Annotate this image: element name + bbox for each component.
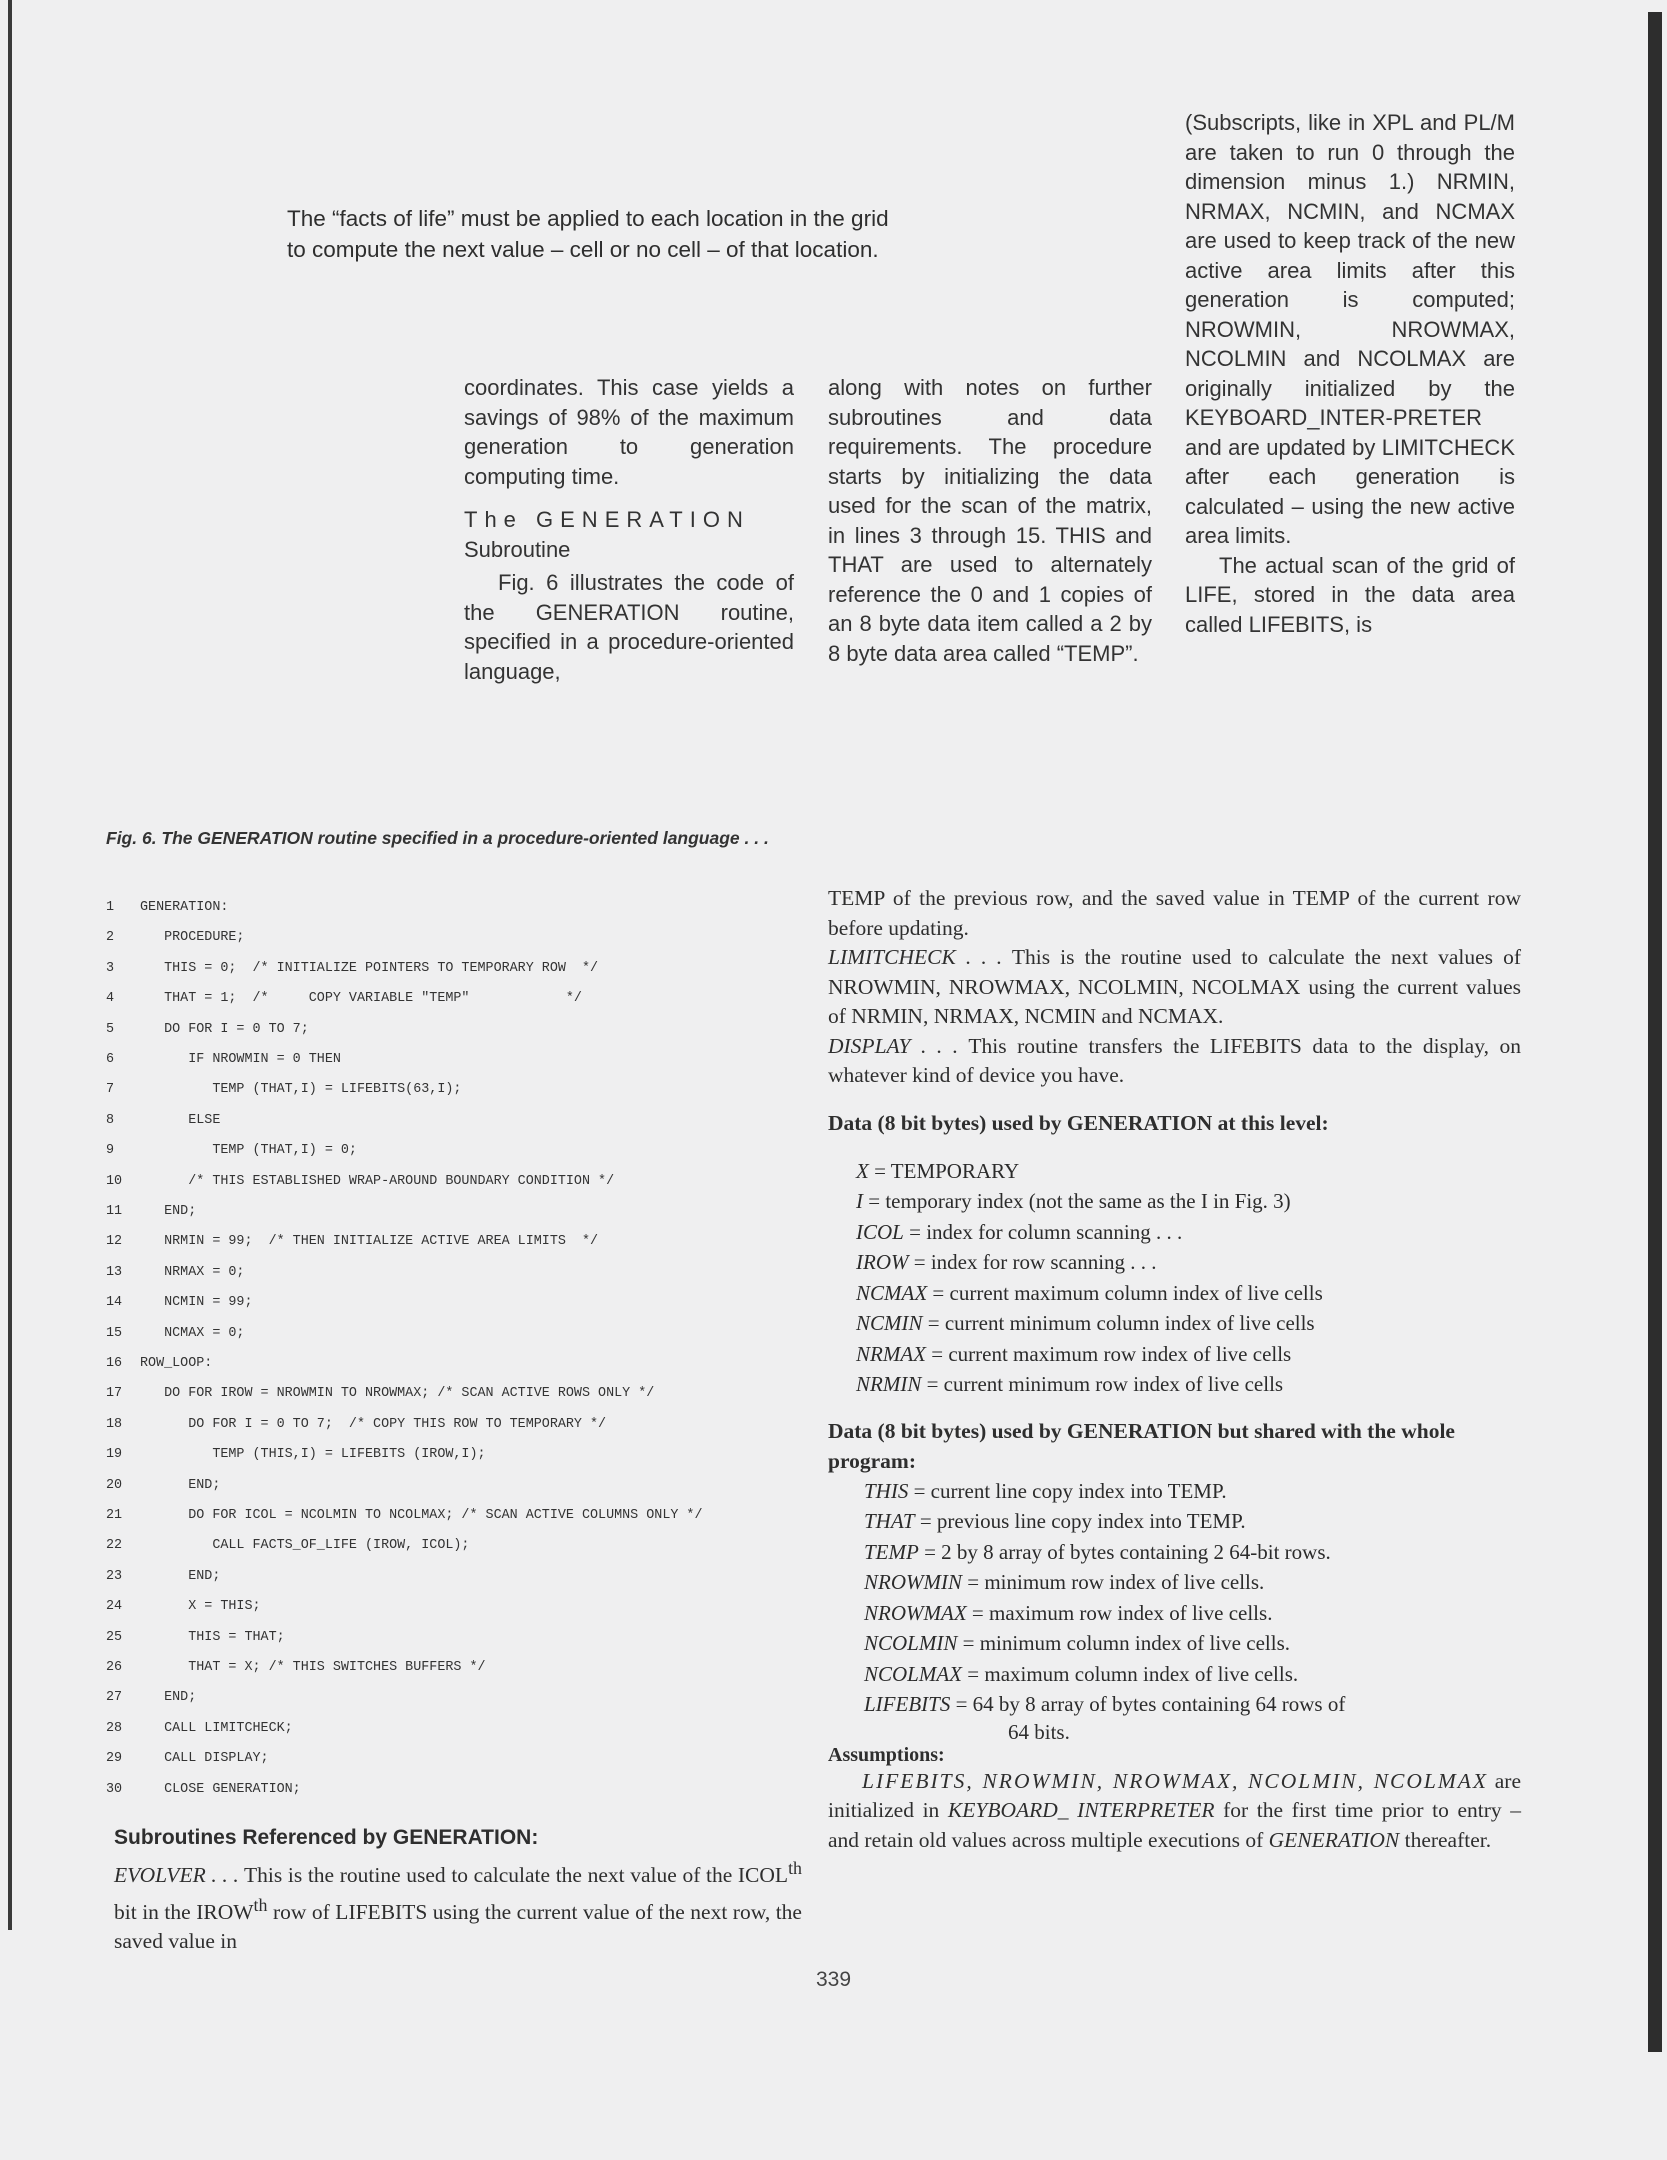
assumptions-keyboard: KEYBOARD_ INTERPRETER [947, 1798, 1215, 1822]
code-line-number: 20 [106, 1477, 123, 1493]
data-local-var-name: I [856, 1189, 863, 1213]
data-local-item [856, 1369, 1521, 1400]
code-line-number: 6 [106, 1052, 115, 1067]
text-column-3 [1185, 108, 1515, 639]
code-line-number: 5 [106, 1021, 115, 1037]
code-line-text: DO FOR I = 0 TO 7; [140, 1021, 309, 1037]
subroutines-heading: Subroutines Referenced by GENERATION: [114, 1826, 539, 1849]
column1-paragraph-2: Fig. 6 illustrates the code of the GENERATION routine, specified in a procedure-oriented language, [464, 570, 794, 684]
code-line-text: THIS = THAT; [140, 1629, 285, 1645]
data-local-item [856, 1308, 1521, 1339]
data-local-var-desc: = current minimum row index of live cells [921, 1372, 1284, 1396]
code-line-text: THAT = X; /* THIS SWITCHES BUFFERS */ [140, 1660, 486, 1675]
code-line-text: THIS = 0; /* INITIALIZE POINTERS TO TEMPORARY ROW */ [140, 960, 599, 976]
data-local-var-name: NRMAX [856, 1341, 926, 1366]
data-shared-var-desc: = maximum row index of live cells. [966, 1600, 1273, 1625]
data-shared-list [864, 1476, 1521, 1720]
code-line-text: X = THIS; [140, 1599, 261, 1615]
assumptions-text-b: for the first time prior to entry – and retain old values across multiple executions of [828, 1798, 1522, 1852]
text-column-2 [828, 373, 1152, 668]
subroutines-section [114, 1826, 802, 1957]
data-shared-var-name: NCOLMAX [864, 1661, 963, 1686]
data-local-var-name: NCMAX [856, 1280, 928, 1305]
assumptions-vars: LIFEBITS, NROWMIN, NROWMAX, NCOLMIN, NCOLMAX [862, 1768, 1489, 1793]
code-line-number: 9 [106, 1143, 115, 1159]
display-text: This routine transfers the LIFEBITS data to the display, on whatever kind of device you have. [828, 1033, 1521, 1087]
code-line-number: 8 [106, 1112, 115, 1128]
code-line-text: CLOSE GENERATION; [140, 1781, 301, 1797]
figure-caption [106, 826, 806, 851]
code-line-text: CALL LIMITCHECK; [140, 1720, 293, 1736]
data-local-var-name: NRMIN [856, 1372, 922, 1396]
data-local-var-desc: = temporary index (not the same as the I in Fig. 3) [863, 1189, 1291, 1213]
code-line-text: TEMP (THAT,I) = LIFEBITS(63,I); [140, 1082, 462, 1098]
limitcheck-description [828, 943, 1521, 1032]
code-line-text: DO FOR IROW = NROWMIN TO NROWMAX; /* SCAN ACTIVE ROWS ONLY */ [140, 1386, 655, 1402]
code-line-number: 17 [106, 1386, 123, 1402]
right-column [828, 884, 1521, 1855]
code-line-text: GENERATION: [140, 900, 229, 915]
evolver-text-b: bit in the IROW [114, 1899, 254, 1924]
page-left-edge [8, 0, 12, 1930]
column3-paragraph-2: The actual scan of the grid of LIFE, stored in the data area called LIFEBITS, is [1185, 552, 1515, 637]
code-line-number: 23 [106, 1568, 123, 1584]
data-shared-item [864, 1476, 1521, 1507]
data-shared-var-name: NROWMAX [864, 1600, 967, 1625]
code-line-text: END; [140, 1690, 197, 1706]
code-line-number: 29 [106, 1751, 123, 1767]
code-line-number: 2 [106, 930, 115, 946]
data-shared-var-name: LIFEBITS [864, 1692, 951, 1716]
data-local-var-name: X [856, 1158, 869, 1183]
code-line-text: ELSE [140, 1112, 221, 1128]
page-number: 339 [815, 1968, 852, 1991]
data-local-list [856, 1156, 1521, 1400]
figure-caption-text: Fig. 6. The GENERATION routine specified in a procedure-oriented language . . . [106, 828, 769, 848]
code-line-text: ROW_LOOP: [140, 1356, 213, 1371]
data-shared-var-desc: = minimum row index of live cells. [962, 1570, 1265, 1594]
data-local-var-desc: = current maximum column index of live cells [927, 1280, 1323, 1305]
code-line-number: 22 [106, 1538, 123, 1554]
data-shared-var-name: THIS [864, 1478, 909, 1503]
limitcheck-text: This is the routine used to calculate the next values of NROWMIN, NROWMAX, NCOLMIN, NCOLMAX using the current values of NRMIN, NRMAX, NCMIN and NCMAX. [828, 945, 1521, 1028]
data-local-heading: Data (8 bit bytes) used by GENERATION at this level: [828, 1110, 1329, 1135]
data-local-item [856, 1217, 1521, 1248]
code-line-text: TEMP (THAT,I) = 0; [140, 1143, 357, 1159]
data-local-var-desc: = TEMPORARY [868, 1158, 1020, 1183]
text-column-1 [464, 373, 794, 686]
code-line-number: 27 [106, 1690, 123, 1706]
data-local-var-name: ICOL [856, 1219, 904, 1244]
display-name: DISPLAY . . . [828, 1033, 959, 1058]
data-shared-var-desc: = maximum column index of live cells. [962, 1661, 1299, 1686]
code-line-text: /* THIS ESTABLISHED WRAP-AROUND BOUNDARY CONDITION */ [140, 1173, 615, 1189]
data-shared-var-desc: = previous line copy index into TEMP. [914, 1509, 1246, 1533]
data-local-var-name: NCMIN [856, 1311, 923, 1335]
pull-quote-line-1: The “facts of life” must be applied to each location in the grid [287, 206, 889, 231]
evolver-name: EVOLVER . . . [114, 1863, 239, 1888]
code-line-number: 25 [106, 1629, 123, 1645]
data-shared-var-name: NCOLMIN [864, 1631, 958, 1655]
data-shared-var-desc: = current line copy index into TEMP. [908, 1478, 1227, 1503]
code-line-number: 26 [106, 1660, 123, 1675]
section-heading-line-1: The GENERATION [464, 507, 750, 532]
assumptions-text-a: are initialized in [828, 1768, 1522, 1822]
code-line-text: PROCEDURE; [140, 930, 245, 946]
code-line-text: END; [140, 1568, 221, 1584]
data-local-var-desc: = index for column scanning . . . [903, 1219, 1183, 1244]
code-line-number: 18 [106, 1416, 123, 1432]
data-shared-last-continuation: 64 bits. [1008, 1719, 1070, 1744]
display-description [828, 1032, 1521, 1091]
data-local-var-desc: = index for row scanning . . . [908, 1250, 1157, 1274]
data-local-item [856, 1247, 1521, 1278]
column3-paragraph-1: (Subscripts, like in XPL and PL/M are taken to run 0 through the dimension minus 1.) NRMIN, NRMAX, NCMIN, and NCMAX are used to keep track of the new active area limits after this generation is computed; NROWMIN, NROWMAX, NCOLMIN and NCOLMAX are originally initialized by the KEYBOARD_INTER-PRETER and are updated by LIMITCHECK after each generation is calculated – using the new active area limits. [1185, 110, 1515, 548]
limitcheck-name: LIMITCHECK . . . [828, 945, 1003, 969]
code-line-number: 24 [106, 1599, 123, 1615]
assumptions-generation: GENERATION [1268, 1827, 1400, 1852]
code-line-number: 13 [106, 1264, 123, 1280]
code-line-number: 15 [106, 1325, 123, 1341]
evolver-text-c: row of LIFEBITS using the current value of the next row, the saved value in [114, 1899, 802, 1954]
pull-quote-line-2: to compute the next value – cell or no cell – of that location. [287, 237, 879, 262]
code-line-text: NCMIN = 99; [140, 1295, 253, 1311]
code-line-text: DO FOR I = 0 TO 7; /* COPY THIS ROW TO TEMPORARY */ [140, 1416, 607, 1432]
code-line-text: CALL FACTS_OF_LIFE (IROW, ICOL); [140, 1538, 470, 1554]
evolver-continued: TEMP of the previous row, and the saved value in TEMP of the current row before updating. [828, 886, 1521, 940]
data-shared-var-desc: = minimum column index of live cells. [957, 1631, 1290, 1655]
data-local-item [856, 1156, 1521, 1187]
data-shared-var-desc: = 2 by 8 array of bytes containing 2 64-bit rows. [918, 1539, 1331, 1564]
code-line-number: 28 [106, 1720, 123, 1736]
code-line-number: 16 [106, 1356, 123, 1371]
data-local-var-name: IROW [856, 1250, 909, 1274]
pull-quote [287, 203, 1007, 265]
data-shared-heading: Data (8 bit bytes) used by GENERATION but shared with the whole program: [828, 1418, 1455, 1473]
code-line-number: 14 [106, 1295, 123, 1311]
data-local-item [856, 1186, 1521, 1217]
code-line-number: 10 [106, 1173, 123, 1189]
evolver-sup-2: th [253, 1894, 268, 1915]
code-line-text: NRMIN = 99; /* THEN INITIALIZE ACTIVE AREA LIMITS */ [140, 1234, 599, 1250]
page-right-edge [1648, 12, 1662, 2052]
code-line-text: NRMAX = 0; [140, 1264, 245, 1280]
data-shared-item [864, 1689, 1521, 1720]
code-line-number: 21 [106, 1508, 123, 1523]
code-line-number: 1 [106, 900, 115, 915]
data-shared-var-name: THAT [864, 1509, 915, 1533]
code-line-text: THAT = 1; /* COPY VARIABLE "TEMP" */ [140, 991, 582, 1007]
evolver-description [114, 1854, 802, 1957]
assumptions-text [828, 1767, 1521, 1856]
code-line-number: 4 [106, 991, 115, 1007]
data-local-item [856, 1278, 1521, 1309]
code-line-text: TEMP (THIS,I) = LIFEBITS (IROW,I); [140, 1447, 486, 1463]
code-line-text: END; [140, 1204, 197, 1219]
data-local-item [856, 1339, 1521, 1370]
code-line-number: 11 [106, 1204, 123, 1219]
data-shared-item [864, 1506, 1521, 1537]
code-line-number: 7 [106, 1082, 115, 1098]
data-local-var-desc: = current maximum row index of live cells [925, 1341, 1292, 1366]
data-shared-var-name: TEMP [864, 1539, 919, 1564]
data-local-var-desc: = current minimum column index of live cells [922, 1311, 1315, 1335]
code-line-text: END; [140, 1477, 221, 1493]
data-shared-item [864, 1537, 1521, 1568]
code-line-number: 19 [106, 1447, 123, 1463]
data-shared-item [864, 1567, 1521, 1598]
assumptions-heading: Assumptions: [828, 1743, 945, 1766]
section-heading-line-2: Subroutine [464, 536, 571, 562]
code-line-number: 30 [106, 1781, 123, 1797]
data-shared-item [864, 1598, 1521, 1629]
column1-paragraph-1: coordinates. This case yields a savings of 98% of the maximum generation to generation computing time. [464, 375, 794, 489]
code-listing [106, 900, 826, 1800]
column2-paragraph: along with notes on further subroutines and data requirements. The procedure starts by initializing the data used for the scan of the matrix, in lines 3 through 15. THIS and THAT are used to alternately reference the 0 and 1 copies of an 8 byte data item called a 2 by 8 byte data area called “TEMP”. [828, 375, 1152, 666]
code-line-text: DO FOR ICOL = NCOLMIN TO NCOLMAX; /* SCAN ACTIVE COLUMNS ONLY */ [140, 1508, 703, 1523]
data-shared-var-desc: = 64 by 8 array of bytes containing 64 rows of [950, 1692, 1346, 1716]
data-shared-var-name: NROWMIN [864, 1570, 962, 1594]
code-line-text: CALL DISPLAY; [140, 1751, 269, 1767]
assumptions-text-c: thereafter. [1399, 1827, 1492, 1852]
code-line-number: 12 [106, 1234, 123, 1250]
code-line-text: NCMAX = 0; [140, 1325, 245, 1341]
code-line-number: 3 [106, 960, 115, 976]
evolver-text-a: This is the routine used to calculate the next value of the ICOL [238, 1863, 789, 1888]
code-line-text: IF NROWMIN = 0 THEN [140, 1052, 341, 1067]
evolver-sup-1: th [788, 1858, 802, 1878]
data-shared-item [864, 1659, 1521, 1690]
data-shared-item [864, 1628, 1521, 1659]
